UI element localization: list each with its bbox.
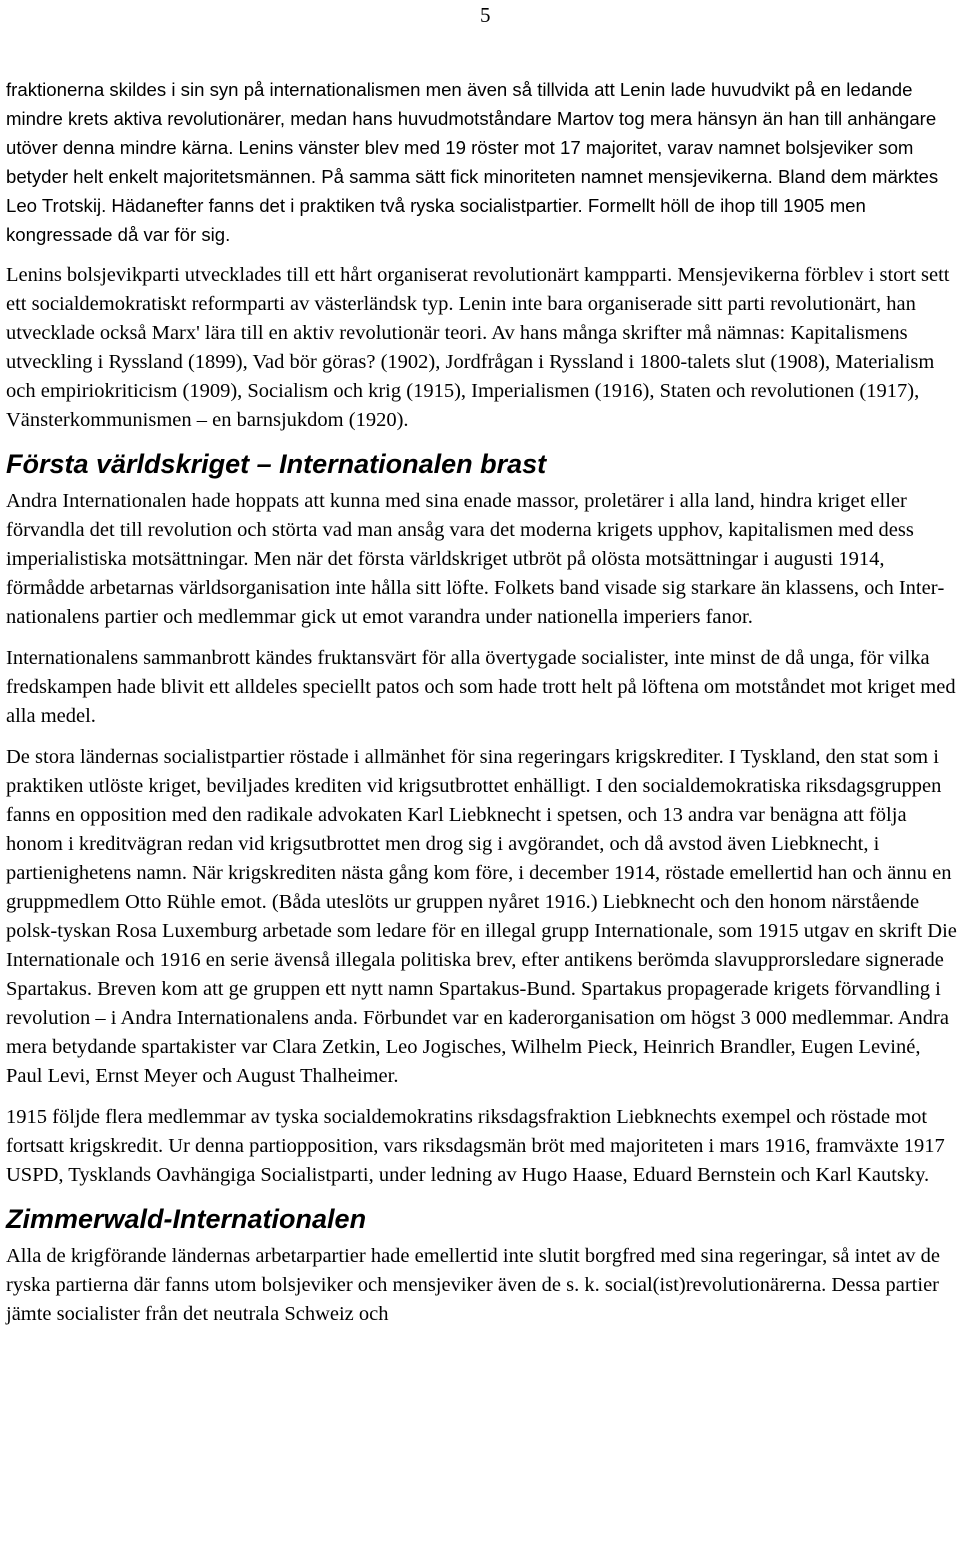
paragraph-1915: 1915 följde flera medlemmar av tyska socialdemokratins riksdagsfraktion Liebknechts exempel och röstade mot fortsatt krigskredit. Ur denna partiopposition, vars riksdagsmän bröt med majoriteten i mars 1916, framväxte 1917 USPD, Tysklands Oavhängiga Socialistparti, under ledning av Hugo Haase, Eduard Bernstein och Karl Kautsky. [6,1106,945,1186]
document-body [6,75,958,1341]
paragraph-fraktionerna: fraktionerna skildes i sin syn på internationalismen men även så tillvida att Lenin lade huvudvikt på en ledande mindre krets aktiva revolutionärer, medan hans huvudmotståndare Martov tog mera hänsyn än han till anhängare utöver denna mindre kärna. Lenins vänster blev med 19 röster mot 17 majoritet, varav namnet bolsjeviker som betyder helt enkelt majoritetsmännen. På samma sätt fick minoriteten namnet mensjevikerna. Bland dem märktes Leo Trotskij. Hädanefter fanns det i praktiken två ryska socialistpartier. Formellt höll de ihop till 1905 men kongressade då var för sig. [6,79,939,245]
paragraph-andra-internationalen: Andra Internationalen hade hoppats att kunna med sina enade massor, proletärer i alla land, hindra kriget eller förvandla det till revolution och störta vad man ansåg vara det moderna krigets upphov, kapitalismen med dess imperialistiska motsättningar. Men när det första världskriget utbröt på olösta motsättningar i augusti 1914, förmådde arbetarnas världsorganisation inte hålla sitt löfte. Folkets band visade sig starkare än klassens, och Internationalens partier och medlemmar gick ut emot varandra under nationella imperiers fanor. [6,490,945,628]
paragraph-krigforande: Alla de krigförande ländernas arbetarpartier hade emellertid inte slutit borgfred med sina regeringar, så intet av de ryska partierna där fanns utom bolsjeviker och mensjeviker även de s. k. social(ist)revolutionärerna. Dessa partier jämte socialister från det neutrala Schweiz och [6,1245,941,1325]
heading-forsta-varldskriget: Första världskriget – Internationalen brast [6,449,547,479]
paragraph-bolsjevikparti: Lenins bolsjevikparti utvecklades till ett hårt organiserat revolutionärt kampparti. Mensjevikerna förblev i stort sett ett socialdemokratiskt reformparti av västerländsk typ. Lenin inte bara organiserade sitt parti revolutionärt, han utvecklade också Marx' lära till en aktiv revolutionär teori. Av hans många skrifter må nämnas: Kapitalismens utveckling i Ryssland (1899), Vad bör göras? (1902), Jordfrågan i Ryssland i 1800-talets slut (1908), Materialism och empiriokriticism (1909), Socialism och krig (1915), Imperialismen (1916), Staten och revolutionen (1917), Vänsterkommunismen – en barnsjukdom (1920). [6,264,950,431]
page-number: 5 [480,3,491,27]
paragraph-sammanbrott: Internationalens sammanbrott kändes fruktansvärt för alla övertygade socialister, inte minst de då unga, för vilka fredskampen hade blivit ett alldeles speciellt patos och som hade trott helt på löftena om motståndet mot kriget med alla medel. [6,647,956,727]
heading-zimmerwald: Zimmerwald-Internationalen [6,1204,367,1234]
paragraph-krigskrediter: De stora ländernas socialistpartier röstade i allmänhet för sina regeringars krigskrediter. I Tyskland, den stat som i praktiken utlöste kriget, beviljades krediten vid krigsutbrottet enhälligt. I den socialdemokratiska riksdagsgruppen fanns en opposition med den radikale advokaten Karl Liebknecht i spetsen, och 13 andra var benägna att följa honom i kreditvägran redan vid krigsutbrottet men drog sig i avgörandet, och då avstod även Liebknecht, i partienighetens namn. När krigskrediten nästa gång kom före, i december 1914, röstade emellertid han och ännu en gruppmedlem Otto Rühle emot. (Båda uteslöts ur gruppen nyåret 1916.) Liebknecht och den honom närstående polsk-tyskan Rosa Luxemburg arbetade som ledare för en illegal grupp Internationale, som 1915 utgav en skrift Die Internationale och 1916 en serie ävenså illegala politiska brev, efter antikens berömda slavupprorsledare signerade Spartakus. Breven kom att ge gruppen ett nytt namn Spartakus-Bund. Spartakus propagerade krigets förvandling i revolution – i Andra Internationalens anda. Förbundet var en kaderorganisation om högst 3 000 medlemmar. Andra mera betydande spartakister var Clara Zetkin, Leo Jogisches, Wilhelm Pieck, Heinrich Brandler, Eugen Leviné, Paul Levi, Ernst Meyer och August Thalheimer. [6,746,957,1087]
